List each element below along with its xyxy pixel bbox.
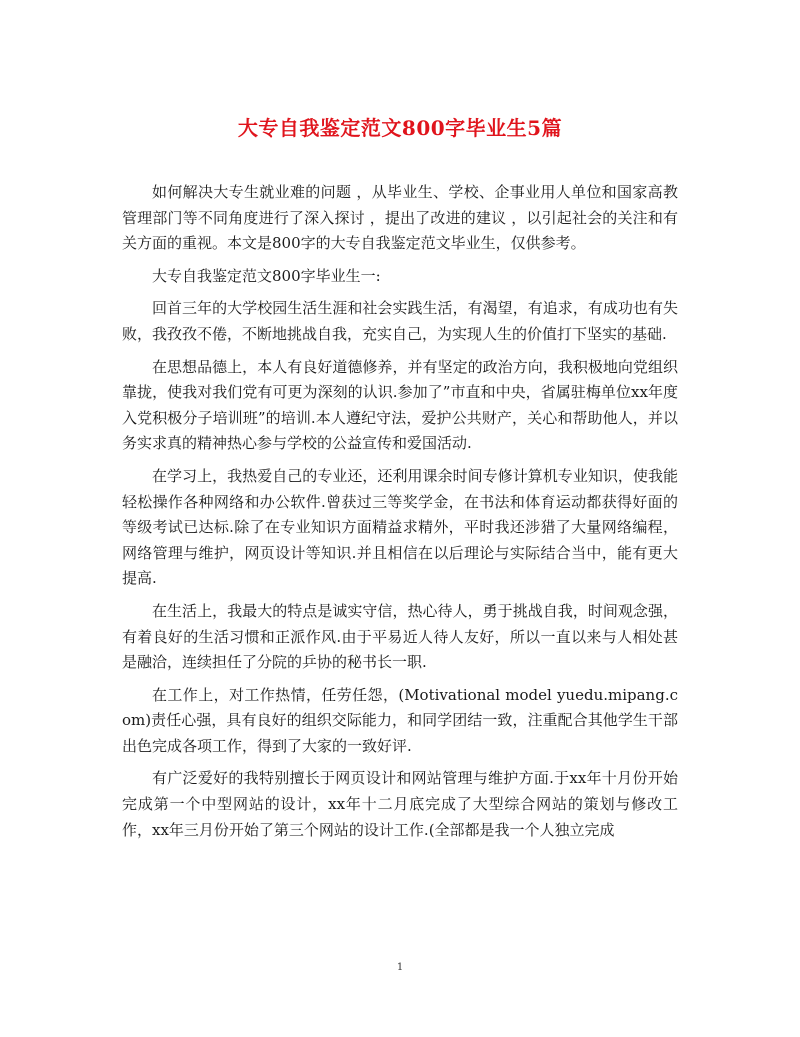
body-paragraph: 在学习上，我热爱自己的专业还，还利用课余时间专修计算机专业知识，使我能轻松操作各种网络和办公软件.曾获过三等奖学金，在书法和体育运动都获得好面的等级考试已达标.除了在专业知识方面精益求精外，平时我还涉猎了大量网络编程，网络管理与维护，网页设计等知识.并且相信在以后理论与实际结合当中，能有更大提高.	[122, 466, 678, 588]
body-paragraph: 在生活上，我最大的特点是诚实守信，热心待人，勇于挑战自我，时间观念强，有着良好的生活习惯和正派作风.由于平易近人待人友好，所以一直以来与人相处甚是融洽，连续担任了分院的乒协的秘书长一职.	[122, 601, 678, 672]
page-number: 1	[396, 962, 404, 973]
document-body	[122, 180, 678, 850]
body-paragraph: 有广泛爱好的我特别擅长于网页设计和网站管理与维护方面.于xx年十月份开始完成第一个中型网站的设计，xx年十二月底完成了大型综合网站的策划与修改工作，xx年三月份开始了第三个网站的设计工作.(全部都是我一个人独立完成	[122, 769, 678, 839]
body-paragraph: 在工作上，对工作热情，任劳任怨，(Motivational model yuedu.mipang.com)责任心强，具有良好的组织交际能力，和同学团结一致，注重配合其他学生干部出色完成各项工作，得到了大家的一致好评.	[122, 685, 678, 755]
body-paragraph: 在思想品德上，本人有良好道德修养，并有坚定的政治方向，我积极地向党组织靠拢，使我对我们党有可更为深刻的认识.参加了”市直和中央，省属驻梅单位xx年度入党积极分子培训班”的培训.本人遵纪守法，爱护公共财产，关心和帮助他人，并以务实求真的精神热心参与学校的公益宣传和爱国活动.	[122, 357, 678, 453]
intro-paragraph: 如何解决大专生就业难的问题 ，从毕业生、学校、企事业用人单位和国家高教管理部门等不同角度进行了深入探讨 ，提出了改进的建议 ，以引起社会的关注和有关方面的重视。本文是800字的大专自我鉴定范文毕业生，仅供参考。	[122, 183, 678, 253]
section-heading: 大专自我鉴定范文800字毕业生一:	[152, 266, 381, 285]
body-paragraph: 回首三年的大学校园生活生涯和社会实践生活，有渴望，有追求，有成功也有失败，我孜孜不倦，不断地挑战自我，充实自己，为实现人生的价值打下坚实的基础.	[122, 299, 678, 343]
document-title: 大专自我鉴定范文800字毕业生5篇	[237, 116, 563, 140]
